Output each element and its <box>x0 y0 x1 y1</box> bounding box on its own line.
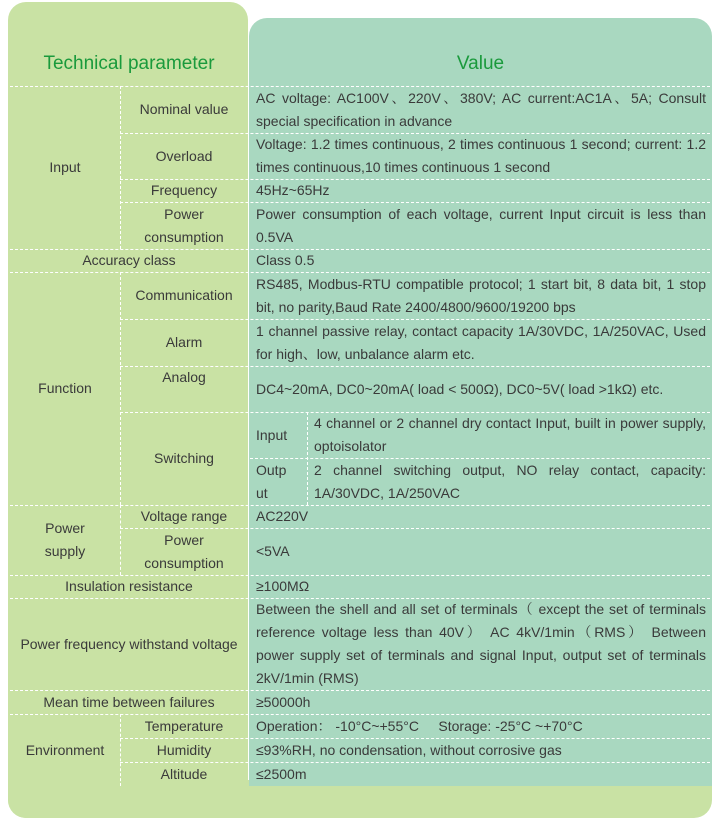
label-mtbf: Mean time between failures <box>43 693 215 710</box>
value-alarm: 1 channel passive relay, contact capacity 1A/30VDC, 1A/250VAC, Used for high、low, unbalance alarm etc. <box>256 322 706 362</box>
label-nominal-value: Nominal value <box>139 101 229 117</box>
value-switching-output: 2 channel switching output, NO relay contact, capacity: 1A/30VDC, 1A/250VAC <box>314 461 706 501</box>
label-alarm: Alarm <box>165 334 203 350</box>
value-communication: RS485, Modbus-RTU compatible protocol; 1 start bit, 8 data bit, 1 stop bit, no parity,Baud Rate 2400/4800/9600/19200 bps <box>256 275 706 315</box>
label-voltage-range: Voltage range <box>140 508 228 524</box>
header-parameter: Technical parameter <box>43 53 215 74</box>
label-communication: Communication <box>135 287 233 303</box>
value-switching-input: 4 channel or 2 channel dry contact Input, built in power supply, optoisolator <box>314 415 706 454</box>
value-frequency: 45Hz~65Hz <box>256 182 330 198</box>
value-mtbf: ≥50000h <box>256 693 311 710</box>
value-overload: Voltage: 1.2 times continuous, 2 times continuous 1 second; current: 1.2 times continuous,10 times continuous 1 second <box>256 136 706 175</box>
value-altitude: ≤2500m <box>256 765 307 782</box>
label-withstand-voltage: Power frequency withstand voltage <box>20 635 238 652</box>
label-analog: Analog <box>162 369 206 385</box>
value-nominal-value: AC voltage: AC100V、220V、380V; AC current:AC1A、5A; Consult special specification in advance <box>256 89 706 129</box>
label-frequency: Frequency <box>150 182 218 198</box>
group-function: Function <box>38 380 92 396</box>
value-insulation-resistance: ≥100MΩ <box>256 578 310 594</box>
label-switching-output: Output <box>256 461 287 501</box>
header-value: Value <box>456 53 505 74</box>
value-temperature: Operation： -10°C~+55°C Storage: -25°C ~+70°C <box>256 717 583 734</box>
label-overload: Overload <box>155 147 213 164</box>
value-supply-power-consumption: <5VA <box>256 543 290 559</box>
label-supply-power-consumption: Power consumption <box>144 531 224 571</box>
label-temperature: Temperature <box>144 717 224 734</box>
value-accuracy-class: Class 0.5 <box>256 252 315 268</box>
value-humidity: ≤93%RH, no condensation, without corrosive gas <box>256 741 562 758</box>
label-insulation-resistance: Insulation resistance <box>65 578 193 594</box>
label-altitude: Altitude <box>160 765 208 782</box>
value-power-consumption: Power consumption of each voltage, current Input circuit is less than 0.5VA <box>256 205 706 245</box>
label-accuracy-class: Accuracy class <box>82 252 176 268</box>
group-power-supply: Power supply <box>44 520 86 559</box>
group-environment: Environment <box>25 741 105 758</box>
group-input: Input <box>49 159 81 175</box>
label-humidity: Humidity <box>156 741 212 758</box>
label-power-consumption: Power consumption <box>144 205 224 245</box>
label-switching: Switching <box>154 450 214 466</box>
value-analog: DC4~20mA, DC0~20mA( load < 500Ω), DC0~5V( load >1kΩ) etc. <box>256 380 664 397</box>
value-withstand-voltage: Between the shell and all set of terminals（ except the set of terminals reference voltage less than 40V） AC 4kV/1min（RMS） Between power supply set of terminals and signal Input, output set of terminals 2kV/1min (RMS) <box>256 601 706 686</box>
value-voltage-range: AC220V <box>256 508 309 524</box>
label-switching-input: Input <box>256 426 288 443</box>
